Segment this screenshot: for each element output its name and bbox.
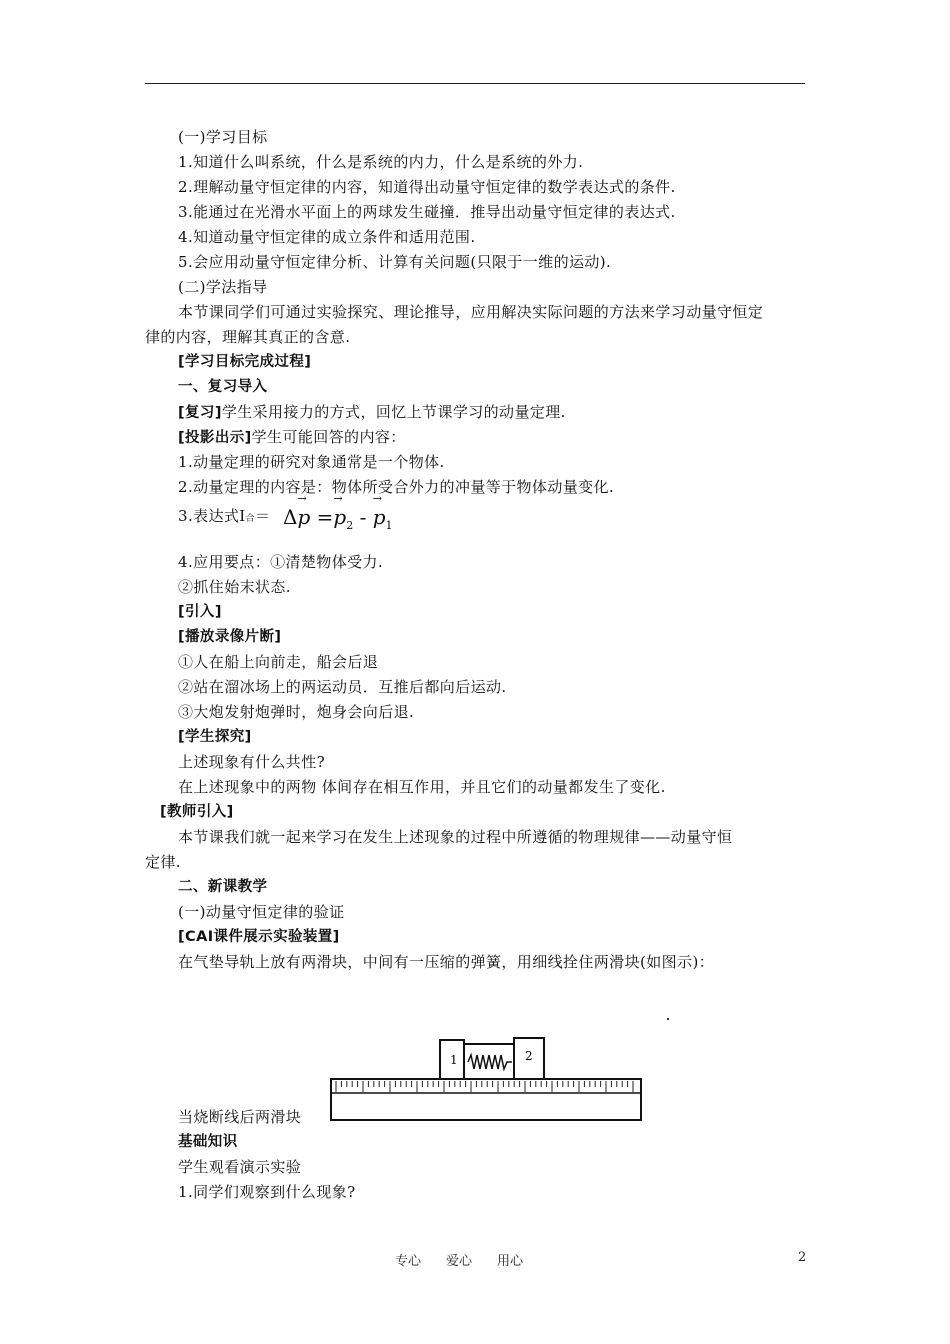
bold-heading: [学习目标完成过程]: [178, 354, 312, 370]
subscript-2: 2: [346, 519, 354, 532]
bold-heading: [播放录像片断]: [178, 629, 282, 645]
equals-sign: =: [316, 505, 334, 529]
paragraph-line: 定律.: [145, 853, 181, 871]
paragraph-line: 学生观看演示实验: [178, 1158, 302, 1176]
paragraph-line: 本节课同学们可通过实验探究、理论推导，应用解决实际问题的方法来学习动量守恒定: [178, 303, 764, 321]
paragraph-line: 在上述现象中的两物 体间存在相互作用，并且它们的动量都发生了变化.: [178, 778, 666, 796]
momentum-formula: [283, 505, 393, 532]
list-item: 4.应用要点：①清楚物体受力.: [178, 553, 384, 571]
list-item: ③大炮发射炮弹时，炮身会向后退.: [178, 703, 415, 721]
air-track: [331, 1079, 641, 1120]
footer-slogan-left: 专心: [395, 1254, 422, 1269]
bold-heading: 基础知识: [178, 1134, 238, 1150]
footer-slogan-right: 用心: [497, 1254, 524, 1269]
paragraph-line: 上述现象有什么共性?: [178, 753, 326, 771]
objective-item: 5.会应用动量守恒定律分析、计算有关问题(只限于一维的运动).: [178, 253, 612, 271]
list-item: 2.动量定理的内容是：物体所受合外力的冲量等于物体动量变化.: [178, 478, 615, 496]
block-1-label: 1: [450, 1053, 458, 1067]
bold-heading: [CAI课件展示实验装置]: [178, 929, 340, 945]
objective-item: 3.能通过在光滑水平面上的两球发生碰撞．推导出动量守恒定律的表达式.: [178, 203, 676, 221]
header-rule: [145, 83, 805, 84]
list-item: 1.同学们观察到什么现象?: [178, 1183, 356, 1201]
block-2-label: 2: [525, 1049, 533, 1063]
section-heading: (一)学习目标: [178, 128, 268, 146]
paragraph-line: 律的内容，理解其真正的含意.: [145, 328, 351, 346]
page-number: 2: [798, 1250, 807, 1265]
list-item: 1.动量定理的研究对象通常是一个物体.: [178, 453, 445, 471]
paragraph-line: 当烧断线后两滑块: [178, 1108, 302, 1126]
subscript-1: 1: [385, 519, 393, 532]
delta-symbol: Δ: [283, 505, 298, 529]
formula-equals: ＝: [255, 507, 271, 525]
list-item: [178, 507, 270, 528]
objective-item: 2.理解动量守恒定律的内容，知道得出动量守恒定律的数学表达式的条件.: [178, 178, 676, 196]
list-item: ②抓住始末状态.: [178, 578, 291, 596]
bold-heading: 一、复习导入: [178, 379, 268, 395]
tag-label: [投影出示]: [178, 430, 252, 446]
objective-item: 4.知道动量守恒定律的成立条件和适用范围.: [178, 228, 476, 246]
paragraph-line: [178, 428, 406, 447]
paragraph-line: 在气垫导轨上放有两滑块，中间有一压缩的弹簧，用细线拴住两滑块(如图示)：: [178, 953, 715, 971]
vector-p1: → p: [373, 505, 386, 529]
vector-p: → p: [297, 505, 310, 529]
section-heading: (一)动量守恒定律的验证: [178, 903, 345, 921]
minus-sign: -: [359, 505, 367, 529]
section-heading: (二)学法指导: [178, 278, 268, 296]
objective-item: 1.知道什么叫系统，什么是系统的内力，什么是系统的外力.: [178, 153, 584, 171]
formula-prefix: 3.表达式I: [178, 507, 246, 525]
formula-subscript: 合: [245, 514, 256, 524]
paragraph-line: [178, 403, 566, 422]
bold-heading: [教师引入]: [160, 804, 234, 820]
vector-p2: → p: [333, 505, 346, 529]
stray-dot: [667, 1018, 669, 1020]
tag-text: 学生采用接力的方式，回忆上节课学习的动量定理.: [221, 403, 566, 421]
air-track-figure: [328, 1030, 644, 1125]
bold-heading: 二、新课教学: [178, 879, 268, 895]
list-item: ②站在溜冰场上的两运动员．互推后都向后运动.: [178, 678, 507, 696]
tag-label: [复习]: [178, 405, 222, 421]
bold-heading: [引入]: [178, 604, 222, 620]
footer-slogan-mid: 爱心: [446, 1254, 473, 1269]
bold-heading: [学生探究]: [178, 729, 252, 745]
list-item: ①人在船上向前走，船会后退: [178, 653, 379, 671]
paragraph-line: 本节课我们就一起来学习在发生上述现象的过程中所遵循的物理规律——动量守恒: [178, 828, 733, 846]
tag-text: 学生可能回答的内容：: [251, 428, 406, 446]
